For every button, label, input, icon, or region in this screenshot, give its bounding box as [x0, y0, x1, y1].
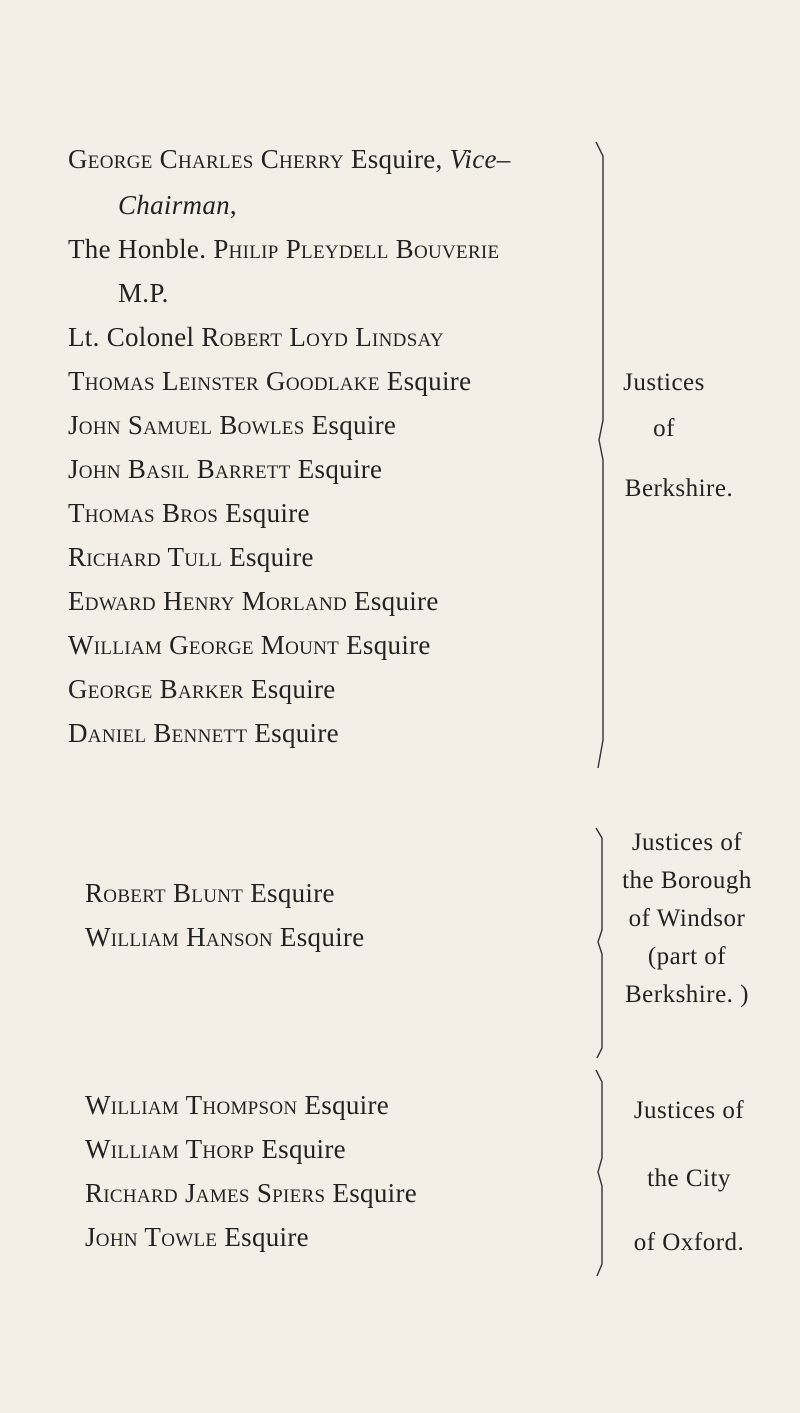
name-line — [68, 500, 310, 527]
line-post: Esquire — [290, 454, 383, 484]
name-line — [68, 412, 396, 439]
brace-berkshire — [590, 140, 614, 772]
person-name: Thomas Bros — [68, 498, 219, 528]
line-post: Esquire — [243, 878, 335, 908]
person-name: Philip Pleydell Bouverie — [213, 234, 500, 264]
side-label-line: (part of — [647, 943, 727, 970]
person-name: William Thompson — [85, 1090, 298, 1120]
name-line — [68, 544, 314, 571]
person-name: Robert Blunt — [85, 878, 244, 908]
name-line — [68, 676, 336, 703]
name-line — [118, 192, 237, 219]
line-pre: M.P. — [118, 278, 169, 308]
side-label-line: of Windsor — [628, 905, 746, 932]
line-post: Esquire — [254, 1134, 346, 1164]
line-post: Esquire — [297, 1090, 390, 1120]
name-line — [85, 880, 335, 907]
side-label-line: the City — [647, 1165, 731, 1192]
person-name: Richard James Spiers — [85, 1178, 326, 1208]
side-label-line: Justices of — [633, 1097, 745, 1124]
name-line — [68, 368, 471, 395]
name-line — [85, 1224, 309, 1251]
person-name: Robert Loyd Lindsay — [201, 322, 444, 352]
name-line — [85, 1136, 346, 1163]
line-post: Esquire — [247, 718, 339, 748]
person-name: William Hanson — [85, 922, 273, 952]
line-post: Esquire — [243, 674, 336, 704]
line-post: , — [229, 190, 237, 220]
line-post: Esquire — [325, 1178, 418, 1208]
person-name: George Barker — [68, 674, 244, 704]
line-post: Esquire — [379, 366, 472, 396]
person-name: Richard Tull — [68, 542, 223, 572]
person-name: John Basil Barrett — [68, 454, 291, 484]
side-label-line: of — [653, 415, 675, 442]
line-pre: The Honble. — [68, 234, 214, 264]
person-name: Daniel Bennett — [68, 718, 248, 748]
name-line — [85, 924, 365, 951]
name-line — [118, 280, 169, 307]
brace-windsor — [590, 826, 614, 1060]
name-line — [85, 1092, 389, 1119]
person-name: John Towle — [85, 1222, 218, 1252]
person-name: Edward Henry Morland — [68, 586, 347, 616]
person-name: John Samuel Bowles — [68, 410, 305, 440]
person-name: George Charles Cherry — [68, 144, 344, 174]
name-line — [85, 1180, 417, 1207]
line-post: Esquire — [304, 410, 397, 440]
side-label-line: of Oxford. — [633, 1229, 745, 1256]
name-line — [68, 146, 511, 173]
line-pre: Lt. Colonel — [68, 322, 202, 352]
line-post: Esquire — [217, 1222, 309, 1252]
line-post: Esquire, — [343, 144, 450, 174]
side-label-line: the Borough — [622, 867, 752, 894]
person-name: Thomas Leinster Goodlake — [68, 366, 380, 396]
title-italic: Vice– — [449, 144, 511, 174]
person-name: William Thorp — [85, 1134, 255, 1164]
person-name: William George Mount — [68, 630, 340, 660]
brace-oxford — [590, 1068, 614, 1278]
name-line — [68, 456, 382, 483]
line-post: Esquire — [339, 630, 431, 660]
line-post: Esquire — [347, 586, 439, 616]
line-post: Esquire — [272, 922, 365, 952]
name-line — [68, 324, 444, 351]
side-label-line: Justices — [623, 369, 705, 396]
line-post: Esquire — [218, 498, 310, 528]
side-label-line: Justices of — [631, 829, 743, 856]
name-line — [68, 632, 431, 659]
name-line — [68, 236, 499, 263]
name-line — [68, 720, 339, 747]
line-post: Esquire — [222, 542, 314, 572]
name-line — [68, 588, 439, 615]
side-label-line: Berkshire. — [624, 475, 734, 502]
title-italic: Chairman — [118, 190, 230, 220]
side-label-line: Berkshire. ) — [624, 981, 750, 1008]
